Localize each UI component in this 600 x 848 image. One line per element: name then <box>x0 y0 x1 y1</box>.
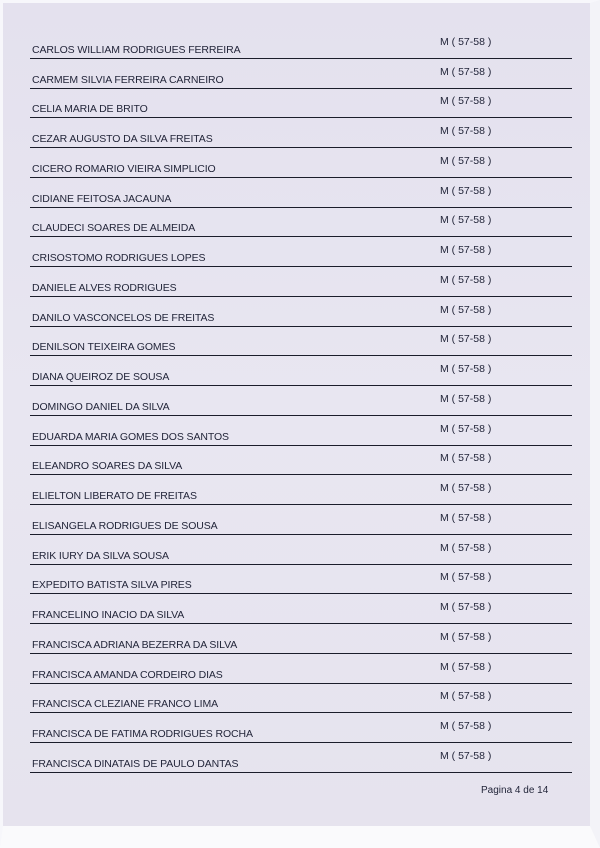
person-name: FRANCISCA CLEZIANE FRANCO LIMA <box>32 698 219 711</box>
person-name: ELIELTON LIBERATO DE FREITAS <box>32 490 197 502</box>
list-row <box>30 505 572 535</box>
person-name: CELIA MARIA DE BRITO <box>32 103 148 116</box>
list-row <box>30 535 572 565</box>
name-list <box>30 29 572 773</box>
class-code: M ( 57-58 ) <box>440 422 492 435</box>
person-name: CLAUDECI SOARES DE ALMEIDA <box>32 222 196 235</box>
class-code: M ( 57-58 ) <box>440 273 492 286</box>
class-code: M ( 57-58 ) <box>440 690 492 703</box>
person-name: CRISOSTOMO RODRIGUES LOPES <box>32 252 206 264</box>
person-name: ELEANDRO SOARES DA SILVA <box>32 460 183 473</box>
list-row <box>30 416 572 446</box>
class-code: M ( 57-58 ) <box>440 452 492 465</box>
class-code: M ( 57-58 ) <box>440 303 492 316</box>
class-code: M ( 57-58 ) <box>440 333 492 346</box>
class-code: M ( 57-58 ) <box>440 541 492 554</box>
person-name: EXPEDITO BATISTA SILVA PIRES <box>32 579 192 592</box>
class-code: M ( 57-58 ) <box>440 482 492 494</box>
class-code: M ( 57-58 ) <box>440 720 492 732</box>
class-code: M ( 57-58 ) <box>440 154 492 167</box>
class-code: M ( 57-58 ) <box>440 214 492 227</box>
class-code: M ( 57-58 ) <box>440 630 492 643</box>
page-number: Pagina 4 de 14 <box>481 785 549 796</box>
person-name: FRANCISCA ADRIANA BEZERRA DA SILVA <box>32 638 238 651</box>
class-code: M ( 57-58 ) <box>440 184 492 197</box>
list-row <box>30 59 572 89</box>
list-row <box>30 684 572 714</box>
person-name: DOMINGO DANIEL DA SILVA <box>32 400 170 413</box>
person-name: DENILSON TEIXEIRA GOMES <box>32 341 176 354</box>
list-row <box>30 267 572 297</box>
list-row <box>30 148 572 178</box>
person-name: FRANCISCA AMANDA CORDEIRO DIAS <box>32 668 223 681</box>
class-code: M ( 57-58 ) <box>440 571 492 584</box>
person-name: CICERO ROMARIO VIEIRA SIMPLICIO <box>32 162 216 175</box>
person-name: ELISANGELA RODRIGUES DE SOUSA <box>32 519 218 532</box>
class-code: M ( 57-58 ) <box>440 35 492 48</box>
class-code: M ( 57-58 ) <box>440 244 492 256</box>
person-name: EDUARDA MARIA GOMES DOS SANTOS <box>32 430 229 443</box>
list-row <box>30 297 572 327</box>
list-row <box>30 624 572 654</box>
person-name: DANIELE ALVES RODRIGUES <box>32 281 177 294</box>
person-name: DANILO VASCONCELOS DE FREITAS <box>32 311 215 324</box>
person-name: DIANA QUEIROZ DE SOUSA <box>32 371 170 383</box>
list-row <box>30 178 572 208</box>
person-name: CARMEM SILVIA FERREIRA CARNEIRO <box>32 73 224 86</box>
list-row <box>30 89 572 119</box>
person-name: FRANCISCA DE FATIMA RODRIGUES ROCHA <box>32 728 253 740</box>
person-name: CIDIANE FEITOSA JACAUNA <box>32 192 172 205</box>
person-name: ERIK IURY DA SILVA SOUSA <box>32 549 169 562</box>
person-name: FRANCELINO INACIO DA SILVA <box>32 609 185 621</box>
list-row <box>30 327 572 357</box>
list-row <box>30 118 572 148</box>
list-row <box>30 386 572 416</box>
class-code: M ( 57-58 ) <box>440 363 492 375</box>
list-row <box>30 654 572 684</box>
class-code: M ( 57-58 ) <box>440 125 492 137</box>
list-row <box>30 237 572 267</box>
class-code: M ( 57-58 ) <box>440 660 492 673</box>
class-code: M ( 57-58 ) <box>440 95 492 108</box>
class-code: M ( 57-58 ) <box>440 392 492 405</box>
list-row <box>30 743 572 773</box>
list-row <box>30 713 572 743</box>
list-row <box>30 208 572 238</box>
class-code: M ( 57-58 ) <box>440 511 492 524</box>
list-row <box>30 29 572 59</box>
person-name: CARLOS WILLIAM RODRIGUES FERREIRA <box>32 43 241 56</box>
person-name: CEZAR AUGUSTO DA SILVA FREITAS <box>32 133 213 145</box>
class-code: M ( 57-58 ) <box>440 65 492 78</box>
class-code: M ( 57-58 ) <box>440 601 492 613</box>
list-row <box>30 475 572 505</box>
list-row <box>30 356 572 386</box>
class-code: M ( 57-58 ) <box>440 749 492 762</box>
list-row <box>30 565 572 595</box>
list-row <box>30 446 572 476</box>
list-row <box>30 594 572 624</box>
person-name: FRANCISCA DINATAIS DE PAULO DANTAS <box>32 757 239 770</box>
